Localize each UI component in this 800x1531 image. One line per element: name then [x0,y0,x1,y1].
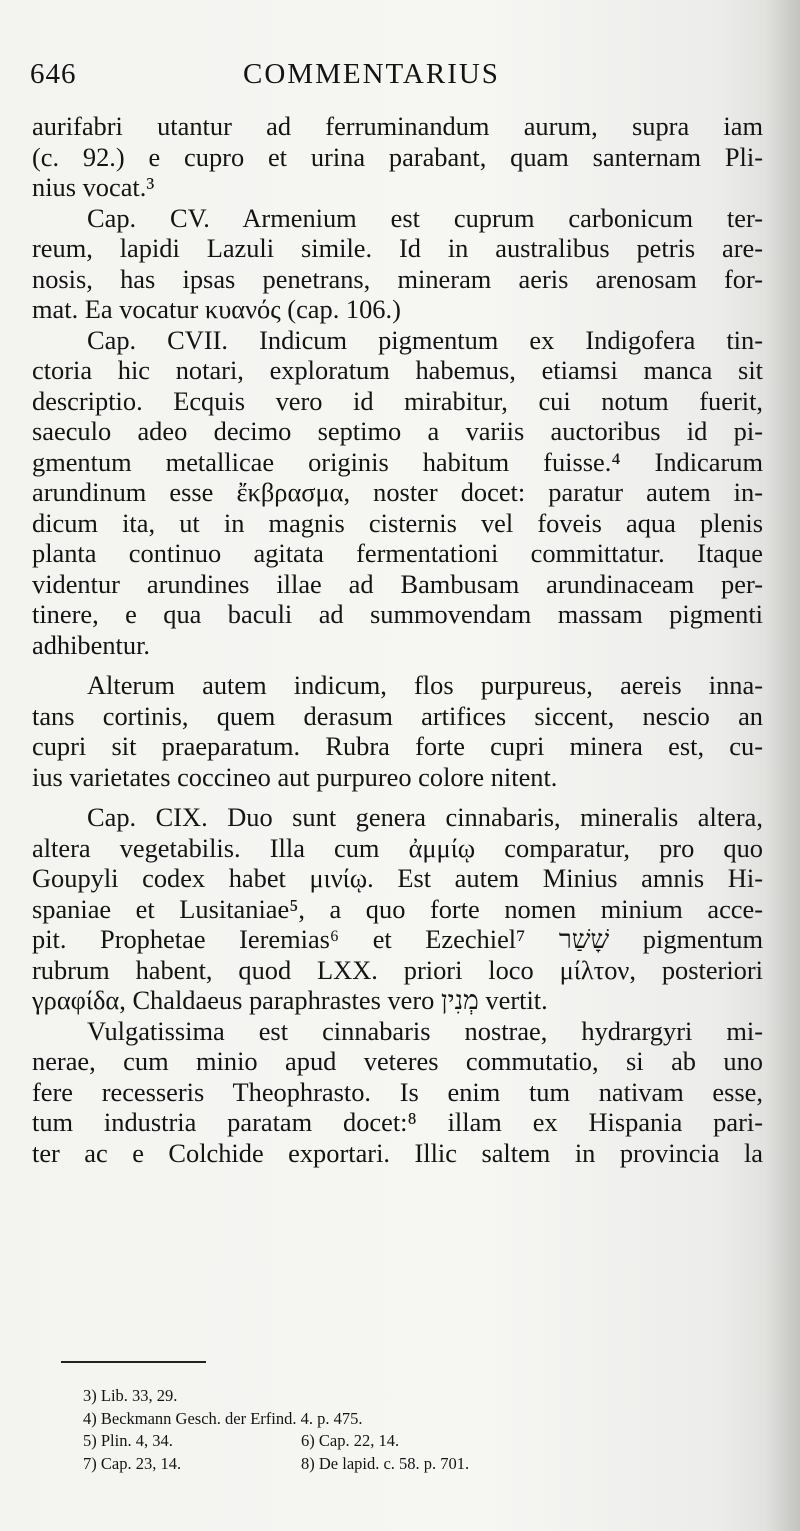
text-line: nosis, has ipsas penetrans, mineram aeris arenosam for- [32,263,763,294]
text-line: reum, lapidi Lazuli simile. Id in australibus petris are- [32,233,763,263]
text-line: nerae, cum minio apud veteres commutatio, si ab uno [32,1046,763,1076]
footnote: 3) Lib. 33, 29. [83,1386,178,1405]
footnote: 8) De lapid. c. 58. p. 701. [301,1453,470,1473]
text-line: arundinum esse ἔκβρασμα, noster docet: paratur autem in- [32,477,763,507]
text-line: ter ac e Colchide exportari. Illic saltem in provincia la [32,1137,763,1168]
main-text [32,111,763,1168]
footnote: 5) Plin. 4, 34. [83,1431,173,1450]
text-line: nius vocat.³ [32,172,155,202]
text-line: Goupyli codex habet μινίῳ. Est autem Minius amnis Hi- [32,863,763,893]
footnote: 7) Cap. 23, 14. [83,1453,182,1473]
footnote-separator [61,1361,206,1363]
text-line: adhibentur. [32,629,150,660]
page-edge-shadow [766,0,800,1531]
footnote: 6) Cap. 22, 14. [301,1431,400,1450]
text-line: aurifabri utantur ad ferruminandum aurum, supra iam [32,111,763,141]
page-number: 646 [30,58,77,90]
footnotes [83,1385,469,1475]
running-header [30,58,770,98]
paragraph-gap [32,660,763,670]
running-title: COMMENTARIUS [243,58,500,90]
text-line: mat. Ea vocatur κυανός (cap. 106.) [32,294,401,324]
text-line: γραφίδα, Chaldaeus paraphrastes vero מְנִין vertit. [32,985,548,1015]
text-line: Cap. CV. Armenium est cuprum carbonicum ter- [87,202,763,233]
text-line: pit. Prophetae Ieremias⁶ et Ezechiel⁷ שָׁשַׁר pigmentum [32,924,764,954]
text-line: fere recesseris Theophrasto. Is enim tum nativam esse, [32,1076,763,1107]
text-line: descriptio. Ecquis vero id mirabitur, cui notum fuerit, [32,385,763,416]
text-line: tinere, e qua baculi ad summovendam massam pigmenti [32,599,763,629]
text-line: Cap. CIX. Duo sunt genera cinnabaris, mineralis altera, [87,802,763,832]
footnote-row [83,1453,469,1476]
text-line: dicum ita, ut in magnis cisternis vel foveis aqua plenis [32,507,763,538]
paragraph-gap [32,792,763,802]
text-line: spaniae et Lusitaniae⁵, a quo forte nomen minium acce- [32,893,763,924]
text-line: tum industria paratam docet:⁸ illam ex Hispania pari- [32,1107,763,1137]
text-line: gmentum metallicae originis habitum fuisse.⁴ Indicarum [32,446,763,477]
text-line: altera vegetabilis. Illa cum ἀμμίῳ comparatur, pro quo [32,832,763,863]
text-line: saeculo adeo decimo septimo a variis auctoribus id pi- [32,416,763,446]
text-line: videntur arundines illae ad Bambusam arundinaceam per- [32,568,763,599]
text-line: Vulgatissima est cinnabaris nostrae, hydrargyri mi- [87,1015,763,1046]
text-line: ius varietates coccineo aut purpureo colore nitent. [32,761,558,792]
text-line: (c. 92.) e cupro et urina parabant, quam santernam Pli- [32,141,763,172]
text-line: tans cortinis, quem derasum artifices siccent, nescio an [32,700,763,731]
text-line: Cap. CVII. Indicum pigmentum ex Indigofera tin- [87,324,763,355]
text-line: planta continuo agitata fermentationi committatur. Itaque [32,538,763,568]
text-line: rubrum habent, quod LXX. priori loco μίλτον, posteriori [32,954,763,985]
text-line: ctoria hic notari, exploratum habemus, etiamsi manca sit [32,355,763,385]
text-line: cupri sit praeparatum. Rubra forte cupri minera est, cu- [32,731,763,761]
footnote: 4) Beckmann Gesch. der Erfind. 4. p. 475. [83,1408,363,1428]
footnote-row [83,1430,469,1453]
text-line: Alterum autem indicum, flos purpureus, aereis inna- [87,670,763,700]
